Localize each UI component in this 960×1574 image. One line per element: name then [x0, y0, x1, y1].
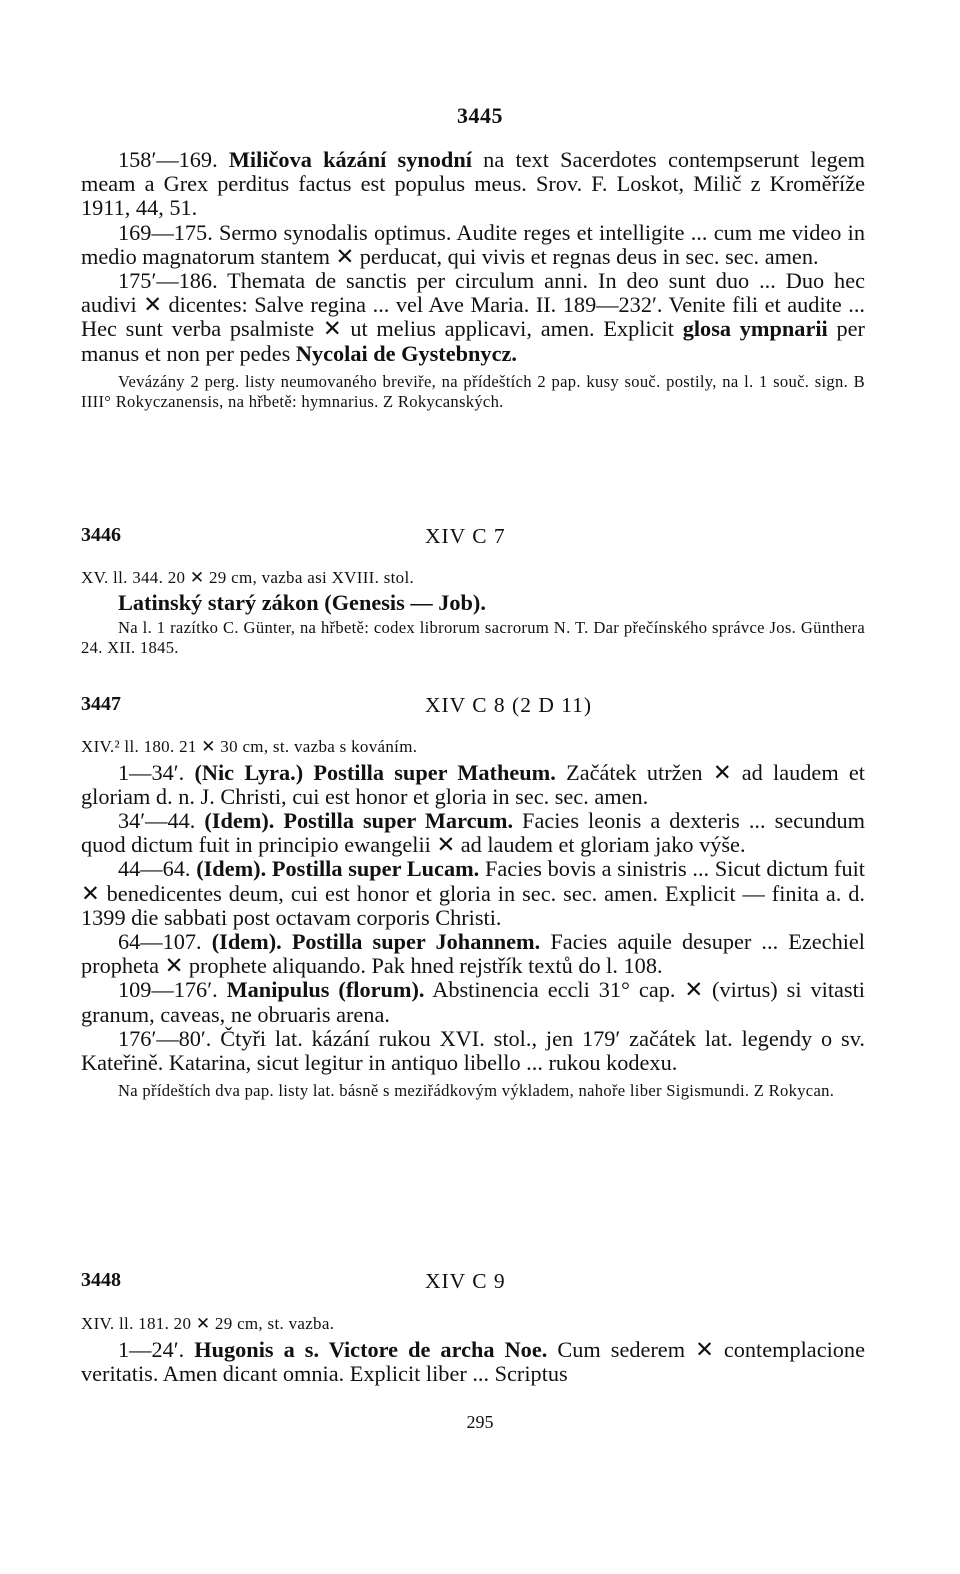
paragraph-text: Abstinencia eccli 31° cap. ✕ (virtus) si vitasti granum, caveas, ne obruaris arena.: [81, 977, 865, 1027]
shelfmark: XIV C 7: [425, 524, 506, 548]
entry-3446-heading: [81, 524, 865, 550]
paragraph-text: Facies bovis a sinistris ... Sicut dictum fuit ✕ benedicentes deum, cui est honor et gloria in sec. sec. amen. Explicit — finita a. d. 1399 die sabbati post octavam corporis Christi.: [81, 856, 865, 930]
entry-paragraph: [81, 809, 865, 857]
entry-3448: [81, 1314, 865, 1386]
entry-paragraph: [81, 857, 865, 930]
physical-description: XIV. ll. 181. 20 ✕ 29 cm, st. vazba.: [81, 1314, 335, 1333]
physical-description: XIV.² ll. 180. 21 ✕ 30 cm, st. vazba s kováním.: [81, 737, 418, 756]
paragraph-text: Začátek utržen ✕ ad laudem et gloriam d. n. J. Christi, cui est honor et gloria in sec. sec. amen.: [81, 759, 866, 809]
folio-range: 158′—169.: [118, 147, 229, 172]
entry-3447-heading: [81, 693, 865, 719]
entry-paragraph: 169—175. Sermo synodalis optimus. Audite reges et intelligite ... cum me video in medio magnatorum stantem ✕ perducat, qui vivis et regnas deus in sec. sec. amen.: [81, 219, 865, 269]
folio-range: 34′—44.: [118, 807, 205, 833]
paragraph-text: per manus et non per pedes: [81, 316, 865, 366]
entry-3446: [81, 568, 865, 659]
folio-range: 64—107.: [118, 928, 212, 954]
page-number-footer: 295: [466, 1412, 494, 1432]
entry-paragraph: [81, 930, 865, 978]
paragraph-text: Facies aquile desuper ... Ezechiel propheta ✕ prophete aliquando. Pak hned rejstřík textů do l. 108.: [81, 928, 866, 979]
folio-range: 109—176′.: [118, 977, 227, 1003]
paragraph-text: Cum sederem ✕ contemplacione veritatis. Amen dicant omnia. Explicit liber ... Scriptus: [81, 1336, 865, 1386]
paragraph-text: Facies leonis a dexteris ... secundum quod dictum fuit in principio ewangelii ✕ ad laudem et gloriam jako výše.: [81, 807, 865, 858]
work-title: (Idem). Postilla super Lucam.: [196, 856, 480, 882]
work-title: (Idem). Postilla super Johannem.: [211, 928, 541, 954]
work-title: (Nic Lyra.) Postilla super Matheum.: [194, 759, 556, 785]
paragraph-text: 175′—186. Themata de sanctis per circulum anni. In deo sunt duo ... Duo hec audivi ✕ dicentes: Salve regina ... vel Ave Maria. II. 189—232′. Venite fili et audite ... Hec sunt verba psalmiste ✕ ut melius applicavi, amen. Explicit: [81, 268, 865, 342]
shelfmark: XIV C 8 (2 D 11): [425, 693, 593, 717]
physical-description: XV. ll. 344. 20 ✕ 29 cm, vazba asi XVIII. stol.: [81, 568, 415, 587]
folio-range: 1—34′.: [118, 759, 195, 785]
entry-3448-heading: [81, 1269, 865, 1295]
entry-paragraph: [81, 978, 865, 1026]
provenance-note: Na přídeštích dva pap. listy lat. básně s meziřádkovým výkladem, nahoře liber Sigismundi. Z Rokycan.: [118, 1081, 835, 1101]
shelfmark: XIV C 9: [425, 1269, 506, 1293]
entry-number: 3448: [81, 1269, 121, 1291]
entry-paragraph: [81, 269, 865, 366]
work-title: Miličova kázání synodní: [228, 147, 472, 172]
provenance-note: Na l. 1 razítko C. Günter, na hřbetě: codex librorum sacrorum N. T. Dar přečínského správce Jos. Günthera 24. XII. 1845.: [81, 617, 865, 658]
work-title: (Idem). Postilla super Marcum.: [204, 807, 514, 833]
work-title: Hugonis a s. Victore de archa Noe.: [194, 1336, 548, 1362]
provenance-note: Vevázány 2 perg. listy neumovaného breviře, na přídeštích 2 pap. kusy souč. postily, na l. 1 souč. sign. B IIII° Rokyczanensis, na hřbetě: hymnarius. Z Rokycanských.: [81, 371, 865, 412]
entry-paragraph: 176′—80′. Čtyři lat. kázání rukou XVI. stol., jen 179′ začátek lat. legendy o sv. Kateřině. Katarina, sicut legitur in antiquo libello ... rukou kodexu.: [81, 1025, 865, 1075]
work-title: Manipulus (florum).: [226, 977, 425, 1003]
manuscript-title: Latinský starý zákon (Genesis — Job).: [118, 589, 486, 615]
entry-paragraph: [81, 1338, 865, 1386]
folio-range: 44—64.: [118, 856, 197, 882]
entry-paragraph: [81, 148, 865, 221]
work-title: glosa ympnarii: [682, 316, 828, 342]
scribe-name: Nycolai de Gystebnycz.: [295, 340, 517, 366]
page-number-header: 3445: [457, 103, 503, 128]
entry-number: 3447: [81, 693, 121, 715]
entry-3445: [81, 148, 865, 413]
folio-range: 1—24′.: [118, 1336, 195, 1362]
entry-3447: [81, 737, 865, 1102]
entry-paragraph: [81, 761, 865, 809]
paragraph-text: na text Sacerdotes contempserunt legem meam a Grex perditus factus est populus meus. Srov. F. Loskot, Milič z Kroměříže 1911, 44, 51.: [81, 147, 865, 221]
entry-number: 3446: [81, 524, 121, 546]
